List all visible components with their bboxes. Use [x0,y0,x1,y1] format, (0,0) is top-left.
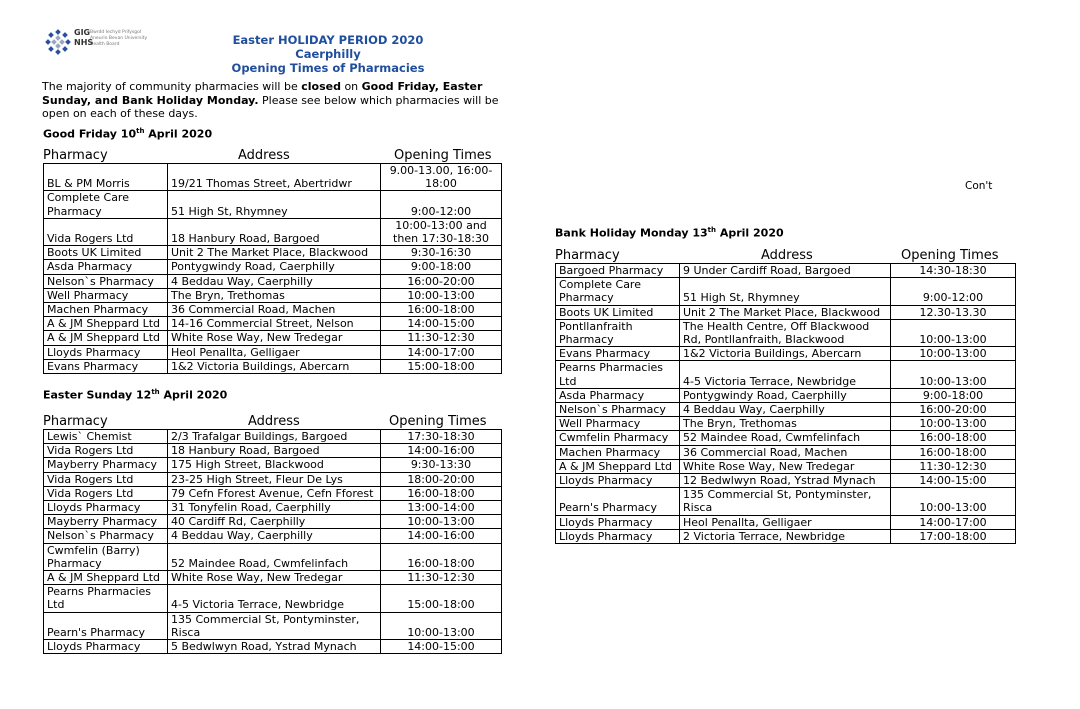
bank-holiday-section [555,248,1016,544]
table-row [556,445,1016,459]
table-row [556,529,1016,543]
address-cell: The Bryn, Trethomas [168,288,381,302]
times-cell: 16:00-18:00 [381,486,502,500]
table-row [556,388,1016,402]
pharmacy-cell: Lloyds Pharmacy [44,345,168,359]
address-cell: 4 Beddau Way, Caerphilly [168,529,381,543]
times-cell: 14:00-17:00 [891,515,1016,529]
address-cell: 9 Under Cardiff Road, Bargoed [680,264,891,278]
pharmacy-cell: Vida Rogers Ltd [44,444,168,458]
address-cell: 1&2 Victoria Buildings, Abercarn [680,347,891,361]
address-cell: 19/21 Thomas Street, Abertridwr [168,164,381,191]
address-cell: White Rose Way, New Tredegar [680,459,891,473]
table-row [44,317,502,331]
pharmacy-cell: Lloyds Pharmacy [556,474,680,488]
table-row [44,288,502,302]
pharmacy-cell: Vida Rogers Ltd [44,218,168,245]
times-cell: 10:00-13:00 and then 17:30-18:30 [381,218,502,245]
times-cell: 16:00-18:00 [381,543,502,570]
pharmacy-cell: Mayberry Pharmacy [44,515,168,529]
times-cell: 10:00-13:00 [381,288,502,302]
good-friday-table [43,163,502,374]
pharmacy-cell: Well Pharmacy [44,288,168,302]
table-row [44,303,502,317]
table-row [44,218,502,245]
times-cell: 9:30-13:30 [381,458,502,472]
header-times: Opening Times [389,414,487,429]
continued-note: Con't [965,180,993,192]
pharmacy-cell: Lloyds Pharmacy [556,529,680,543]
table-row [44,274,502,288]
pharmacy-cell: Nelson`s Pharmacy [556,403,680,417]
pharmacy-cell: Pearn's Pharmacy [556,488,680,515]
intro-paragraph [42,80,512,121]
table-row [44,260,502,274]
pharmacy-cell: Well Pharmacy [556,417,680,431]
pharmacy-cell: A & JM Sheppard Ltd [44,331,168,345]
address-cell: The Health Centre, Off Blackwood Rd, Pontllanfraith, Blackwood [680,319,891,346]
intro-text-3: Please see below which pharmacies will be open on each of these days. [42,93,499,120]
easter-sunday-section [43,414,502,654]
pharmacy-cell: A & JM Sheppard Ltd [44,571,168,585]
address-cell: Pontygwindy Road, Caerphilly [680,388,891,402]
pharmacy-cell: Boots UK Limited [556,305,680,319]
pharmacy-cell: Lloyds Pharmacy [44,640,168,654]
times-cell: 9.00-13.00, 16:00-18:00 [381,164,502,191]
times-cell: 9:00-12:00 [891,278,1016,305]
easter-sunday-title: Easter Sunday 12th April 2020 [43,388,228,402]
pharmacy-cell: Evans Pharmacy [44,359,168,373]
times-cell: 10:00-13:00 [891,488,1016,515]
address-cell: 135 Commercial St, Pontyminster, Risca [168,612,381,639]
nhs-logo [44,28,154,56]
times-cell: 17:30-18:30 [381,430,502,444]
pharmacy-cell: Nelson`s Pharmacy [44,529,168,543]
times-cell: 15:00-18:00 [381,585,502,612]
times-cell: 11:30-12:30 [381,331,502,345]
address-cell: 4 Beddau Way, Caerphilly [168,274,381,288]
intro-days: Good Friday, Easter Sunday, and Bank Holiday Monday. [42,80,483,107]
times-cell: 9:00-18:00 [891,388,1016,402]
address-cell: White Rose Way, New Tredegar [168,331,381,345]
logo-gig-text: GIG [74,28,91,37]
times-cell: 13:00-14:00 [381,501,502,515]
table-row [556,488,1016,515]
address-cell: 36 Commercial Road, Machen [168,303,381,317]
address-cell: 5 Bedwlwyn Road, Ystrad Mynach [168,640,381,654]
times-cell: 17:00-18:00 [891,529,1016,543]
table-row [556,264,1016,278]
table-header [43,148,501,163]
pharmacy-cell: Mayberry Pharmacy [44,458,168,472]
pharmacy-cell: Lewis` Chemist [44,430,168,444]
pharmacy-cell: Complete Care Pharmacy [556,278,680,305]
table-row [44,612,502,639]
pharmacy-cell: Evans Pharmacy [556,347,680,361]
header-times: Opening Times [394,148,492,163]
intro-text-2: on [340,80,362,93]
header-address: Address [248,414,300,429]
address-cell: 52 Maindee Road, Cwmfelinfach [168,543,381,570]
times-cell: 10:00-13:00 [891,361,1016,388]
header-pharmacy: Pharmacy [43,414,108,429]
address-cell: 14-16 Commercial Street, Nelson [168,317,381,331]
address-cell: The Bryn, Trethomas [680,417,891,431]
pharmacy-cell: A & JM Sheppard Ltd [44,317,168,331]
table-row [556,361,1016,388]
header-times: Opening Times [901,248,999,263]
table-row [556,515,1016,529]
times-cell: 14:30-18:30 [891,264,1016,278]
table-row [44,164,502,191]
times-cell: 14:00-16:00 [381,444,502,458]
pharmacy-cell: Cwmfelin Pharmacy [556,431,680,445]
address-cell: Unit 2 The Market Place, Blackwood [168,246,381,260]
pharmacy-cell: Boots UK Limited [44,246,168,260]
pharmacy-cell: Pearns Pharmacies Ltd [556,361,680,388]
table-row [44,246,502,260]
pharmacy-cell: Lloyds Pharmacy [556,515,680,529]
times-cell: 14:00-15:00 [891,474,1016,488]
table-row [44,501,502,515]
times-cell: 10:00-13:00 [891,347,1016,361]
table-row [44,458,502,472]
header-address: Address [761,248,813,263]
pharmacy-cell: Pearn's Pharmacy [44,612,168,639]
address-cell: Pontygwindy Road, Caerphilly [168,260,381,274]
times-cell: 16:00-20:00 [381,274,502,288]
address-cell: 1&2 Victoria Buildings, Abercarn [168,359,381,373]
times-cell: 9:30-16:30 [381,246,502,260]
address-cell: 31 Tonyfelin Road, Caerphilly [168,501,381,515]
address-cell: 51 High St, Rhymney [680,278,891,305]
pharmacy-cell: Nelson`s Pharmacy [44,274,168,288]
times-cell: 15:00-18:00 [381,359,502,373]
header-pharmacy: Pharmacy [555,248,620,263]
times-cell: 14:00-16:00 [381,529,502,543]
header-pharmacy: Pharmacy [43,148,108,163]
address-cell: 4-5 Victoria Terrace, Newbridge [680,361,891,388]
pharmacy-cell: Asda Pharmacy [44,260,168,274]
pharmacy-cell: Lloyds Pharmacy [44,501,168,515]
table-row [44,543,502,570]
address-cell: 52 Maindee Road, Cwmfelinfach [680,431,891,445]
pharmacy-cell: Vida Rogers Ltd [44,472,168,486]
table-row [44,472,502,486]
header-address: Address [238,148,290,163]
table-row [44,486,502,500]
table-row [44,430,502,444]
times-cell: 16:00-18:00 [891,445,1016,459]
table-header [43,414,501,429]
table-row [556,403,1016,417]
address-cell: Heol Penallta, Gelligaer [168,345,381,359]
times-cell: 14:00-15:00 [381,317,502,331]
logo-emblem-icon [44,28,72,56]
pharmacy-cell: Cwmfelin (Barry) Pharmacy [44,543,168,570]
address-cell: 135 Commercial St, Pontyminster, Risca [680,488,891,515]
good-friday-title: Good Friday 10th April 2020 [43,127,213,141]
pharmacy-cell: Pontllanfraith Pharmacy [556,319,680,346]
table-row [44,515,502,529]
easter-sunday-table [43,429,502,654]
times-cell: 16:00-20:00 [891,403,1016,417]
times-cell: 9:00-12:00 [381,191,502,218]
address-cell: 36 Commercial Road, Machen [680,445,891,459]
table-row [44,640,502,654]
times-cell: 9:00-18:00 [381,260,502,274]
table-row [44,191,502,218]
logo-nhs-text: NHS [74,38,94,47]
times-cell: 14:00-15:00 [381,640,502,654]
times-cell: 12.30-13.30 [891,305,1016,319]
address-cell: 4 Beddau Way, Caerphilly [680,403,891,417]
address-cell: White Rose Way, New Tredegar [168,571,381,585]
address-cell: 40 Cardiff Rd, Caerphilly [168,515,381,529]
bank-holiday-table [555,263,1016,544]
address-cell: 23-25 High Street, Fleur De Lys [168,472,381,486]
pharmacy-cell: A & JM Sheppard Ltd [556,459,680,473]
table-row [44,359,502,373]
table-row [556,474,1016,488]
pharmacy-cell: Vida Rogers Ltd [44,486,168,500]
address-cell: Heol Penallta, Gelligaer [680,515,891,529]
times-cell: 10:00-13:00 [891,417,1016,431]
table-row [556,305,1016,319]
table-row [44,571,502,585]
logo-board-name: Bwrdd Iechyd Prifysgol Aneurin Bevan University Health Board [90,30,148,47]
times-cell: 11:30-12:30 [381,571,502,585]
table-header [555,248,1015,263]
table-row [556,431,1016,445]
times-cell: 16:00-18:00 [891,431,1016,445]
good-friday-section [43,148,502,374]
address-cell: 2 Victoria Terrace, Newbridge [680,529,891,543]
address-cell: 175 High Street, Blackwood [168,458,381,472]
address-cell: 18 Hanbury Road, Bargoed [168,444,381,458]
times-cell: 18:00-20:00 [381,472,502,486]
pharmacy-cell: BL & PM Morris [44,164,168,191]
table-row [44,585,502,612]
table-row [556,278,1016,305]
pharmacy-cell: Machen Pharmacy [556,445,680,459]
title-line-2: Caerphilly [295,47,361,61]
title-line-3: Opening Times of Pharmacies [231,61,425,75]
pharmacy-cell: Pearns Pharmacies Ltd [44,585,168,612]
table-row [556,319,1016,346]
address-cell: 4-5 Victoria Terrace, Newbridge [168,585,381,612]
address-cell: 51 High St, Rhymney [168,191,381,218]
times-cell: 16:00-18:00 [381,303,502,317]
table-row [556,347,1016,361]
times-cell: 10:00-13:00 [891,319,1016,346]
table-row [44,331,502,345]
address-cell: 18 Hanbury Road, Bargoed [168,218,381,245]
intro-closed: closed [301,80,341,93]
times-cell: 11:30-12:30 [891,459,1016,473]
address-cell: 2/3 Trafalgar Buildings, Bargoed [168,430,381,444]
table-row [556,459,1016,473]
address-cell: Unit 2 The Market Place, Blackwood [680,305,891,319]
times-cell: 14:00-17:00 [381,345,502,359]
address-cell: 79 Cefn Fforest Avenue, Cefn Fforest [168,486,381,500]
address-cell: 12 Bedwlwyn Road, Ystrad Mynach [680,474,891,488]
title-line-1: Easter HOLIDAY PERIOD 2020 [232,33,424,47]
pharmacy-cell: Bargoed Pharmacy [556,264,680,278]
table-row [556,417,1016,431]
table-row [44,529,502,543]
intro-text-1: The majority of community pharmacies will be [42,80,302,93]
document-title [200,33,456,75]
times-cell: 10:00-13:00 [381,612,502,639]
table-row [44,345,502,359]
table-row [44,444,502,458]
bank-holiday-title: Bank Holiday Monday 13th April 2020 [555,226,784,240]
pharmacy-cell: Complete Care Pharmacy [44,191,168,218]
pharmacy-cell: Asda Pharmacy [556,388,680,402]
pharmacy-cell: Machen Pharmacy [44,303,168,317]
times-cell: 10:00-13:00 [381,515,502,529]
